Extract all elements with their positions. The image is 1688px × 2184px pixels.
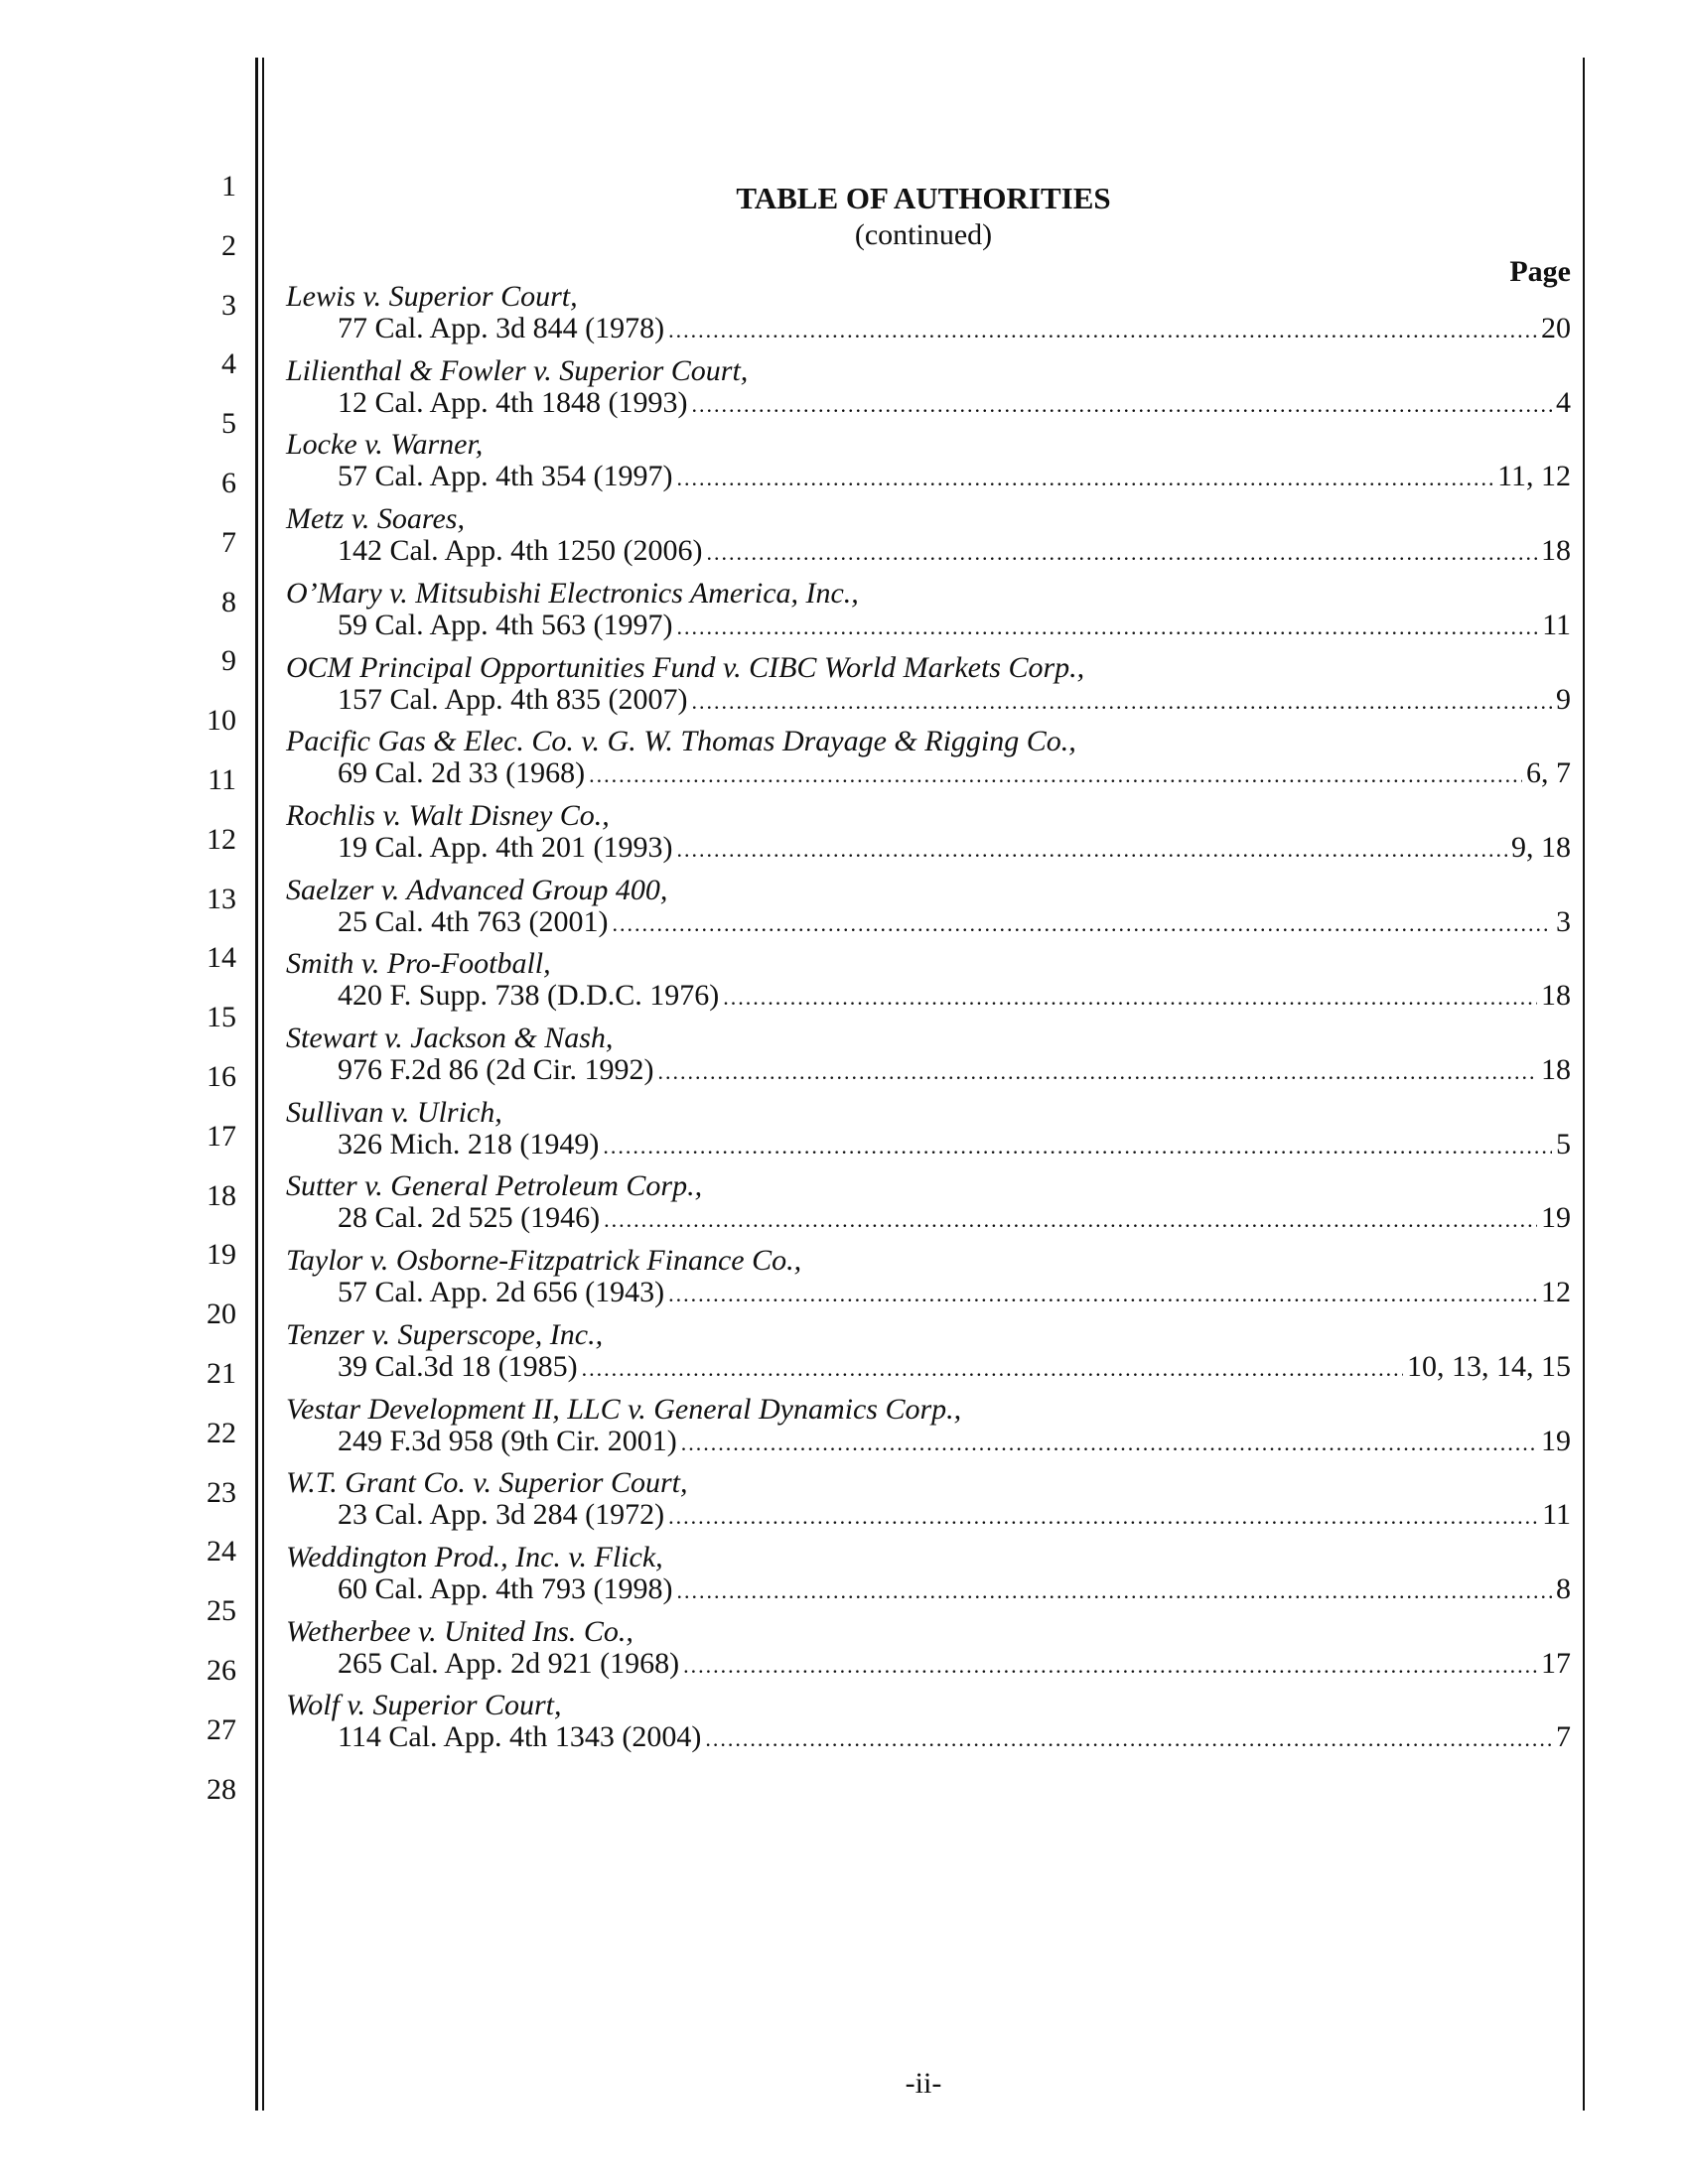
case-name: Saelzer v. Advanced Group 400, — [286, 873, 668, 906]
page-references: 18 — [1541, 1053, 1571, 1086]
line-number: 17 — [207, 1119, 236, 1153]
citation-line — [338, 1573, 1571, 1605]
authority-entry — [286, 1319, 1571, 1383]
authority-entry — [286, 281, 1571, 344]
citation-line — [338, 1648, 1571, 1680]
line-number: 15 — [207, 1001, 236, 1034]
dot-leader — [589, 759, 1522, 791]
citation: 23 Cal. App. 3d 284 (1972) — [338, 1498, 665, 1532]
case-name: W.T. Grant Co. v. Superior Court, — [286, 1466, 688, 1500]
line-number: 9 — [221, 644, 236, 678]
line-number: 19 — [207, 1238, 236, 1272]
case-name: Tenzer v. Superscope, Inc., — [286, 1317, 604, 1351]
dot-leader — [723, 982, 1537, 1014]
dot-leader — [668, 315, 1537, 346]
page-references: 8 — [1556, 1571, 1571, 1605]
line-number: 3 — [221, 288, 236, 322]
case-name: Smith v. Pro-Football, — [286, 947, 551, 981]
line-number: 28 — [207, 1772, 236, 1806]
authority-entry — [286, 1690, 1571, 1753]
page-references: 11 — [1542, 1498, 1571, 1532]
page-title: TABLE OF AUTHORITIES — [736, 181, 1111, 215]
authority-entry — [286, 875, 1571, 938]
dot-leader — [677, 463, 1494, 494]
case-name: Wetherbee v. United Ins. Co., — [286, 1614, 633, 1648]
authority-entry — [286, 1097, 1571, 1160]
citation: 25 Cal. 4th 763 (2001) — [338, 904, 609, 938]
authority-entry — [286, 578, 1571, 641]
line-number: 7 — [221, 525, 236, 559]
page-references: 9, 18 — [1511, 830, 1571, 864]
dot-leader — [612, 908, 1552, 940]
citation: 265 Cal. App. 2d 921 (1968) — [338, 1646, 680, 1680]
citation: 420 F. Supp. 738 (D.D.C. 1976) — [338, 979, 720, 1013]
citation-line — [338, 1351, 1571, 1383]
citation-line — [338, 610, 1571, 641]
authority-entry — [286, 1542, 1571, 1605]
dot-leader — [707, 537, 1538, 569]
dot-leader — [705, 1723, 1552, 1755]
case-name: Locke v. Warner, — [286, 428, 484, 462]
left-margin-rule-inner — [262, 58, 264, 2111]
authority-entry — [286, 1394, 1571, 1457]
citation: 77 Cal. App. 3d 844 (1978) — [338, 312, 665, 344]
citation-line — [338, 980, 1571, 1012]
case-name: Rochlis v. Walt Disney Co., — [286, 798, 610, 832]
page-references: 17 — [1541, 1646, 1571, 1680]
citation-line — [338, 1721, 1571, 1753]
citation-line — [338, 832, 1571, 864]
case-name: Vestar Development II, LLC v. General Dynamics Corp., — [286, 1392, 962, 1426]
line-number: 16 — [207, 1060, 236, 1093]
authority-entry — [286, 429, 1571, 492]
case-name: Stewart v. Jackson & Nash, — [286, 1022, 614, 1054]
page-column-header: Page — [1509, 255, 1571, 288]
line-number: 1 — [221, 170, 236, 203]
case-name: Metz v. Soares, — [286, 502, 465, 536]
citation: 60 Cal. App. 4th 793 (1998) — [338, 1571, 673, 1605]
line-number: 11 — [208, 763, 236, 796]
authority-entry — [286, 1170, 1571, 1234]
citation-line — [338, 1129, 1571, 1160]
dot-leader — [692, 686, 1553, 718]
page-references: 19 — [1541, 1424, 1571, 1457]
line-number: 14 — [207, 941, 236, 975]
dot-leader — [683, 1650, 1537, 1682]
line-number: 22 — [207, 1416, 236, 1449]
line-number: 18 — [207, 1178, 236, 1212]
dot-leader — [677, 834, 1508, 866]
line-number: 12 — [207, 822, 236, 856]
dot-leader — [582, 1353, 1403, 1385]
citation-line — [338, 1277, 1571, 1308]
authority-entry — [286, 355, 1571, 419]
authority-entry — [286, 948, 1571, 1012]
authority-entry — [286, 800, 1571, 864]
line-number: 26 — [207, 1654, 236, 1687]
citation-line — [338, 906, 1571, 938]
citation: 249 F.3d 958 (9th Cir. 2001) — [338, 1424, 677, 1457]
line-number: 6 — [221, 467, 236, 499]
citation-line — [338, 684, 1571, 716]
authority-entry — [286, 1616, 1571, 1680]
line-number: 25 — [207, 1594, 236, 1628]
citation-line — [338, 1426, 1571, 1457]
page-subtitle: (continued) — [854, 218, 993, 251]
citation: 39 Cal.3d 18 (1985) — [338, 1349, 578, 1383]
dot-leader — [668, 1501, 1538, 1533]
dot-leader — [603, 1131, 1552, 1162]
citation: 157 Cal. App. 4th 835 (2007) — [338, 682, 688, 716]
page-references: 18 — [1541, 534, 1571, 568]
dot-leader — [677, 612, 1539, 643]
line-number: 5 — [221, 407, 236, 441]
case-name: Sutter v. General Petroleum Corp., — [286, 1169, 703, 1203]
line-number: 10 — [207, 704, 236, 738]
citation: 12 Cal. App. 4th 1848 (1993) — [338, 385, 688, 419]
right-margin-rule — [1583, 58, 1585, 2111]
page-references: 10, 13, 14, 15 — [1407, 1349, 1571, 1383]
citation-line — [338, 387, 1571, 419]
line-number: 24 — [207, 1535, 236, 1569]
authority-entry — [286, 1023, 1571, 1086]
case-name: Lewis v. Superior Court, — [286, 280, 578, 313]
citation: 114 Cal. App. 4th 1343 (2004) — [338, 1720, 702, 1754]
line-number: 13 — [207, 882, 236, 915]
page-references: 9 — [1556, 682, 1571, 716]
authority-entry — [286, 1467, 1571, 1531]
dot-leader — [681, 1428, 1537, 1459]
case-name: O’Mary v. Mitsubishi Electronics America, Inc., — [286, 576, 859, 610]
citation-line — [338, 535, 1571, 567]
case-name: Wolf v. Superior Court, — [286, 1689, 562, 1722]
case-name: Sullivan v. Ulrich, — [286, 1095, 502, 1129]
dot-leader — [604, 1204, 1537, 1236]
line-number: 20 — [207, 1297, 236, 1331]
dot-leader — [657, 1056, 1537, 1088]
authority-entry — [286, 726, 1571, 789]
line-number: 23 — [207, 1475, 236, 1509]
left-margin-rule — [255, 58, 258, 2111]
line-number: 2 — [221, 228, 236, 262]
authority-entry — [286, 503, 1571, 567]
citation: 976 F.2d 86 (2d Cir. 1992) — [338, 1053, 654, 1086]
case-name: Taylor v. Osborne-Fitzpatrick Finance Co., — [286, 1244, 802, 1278]
page-references: 18 — [1541, 979, 1571, 1013]
line-number: 4 — [221, 347, 236, 381]
citation: 57 Cal. App. 2d 656 (1943) — [338, 1276, 665, 1309]
page-references: 12 — [1541, 1276, 1571, 1309]
citation: 142 Cal. App. 4th 1250 (2006) — [338, 534, 703, 568]
authority-entry — [286, 1245, 1571, 1308]
case-name: Lilienthal & Fowler v. Superior Court, — [286, 353, 749, 387]
page-number-footer: -ii- — [905, 2067, 942, 2100]
citation-line — [338, 1202, 1571, 1234]
citation: 69 Cal. 2d 33 (1968) — [338, 756, 586, 790]
page-references: 7 — [1556, 1720, 1571, 1754]
page-references: 3 — [1556, 904, 1571, 938]
dot-leader — [692, 389, 1553, 421]
citation-line — [338, 757, 1571, 789]
page-references: 11, 12 — [1497, 460, 1571, 493]
page-references: 20 — [1541, 312, 1571, 344]
dot-leader — [668, 1279, 1537, 1310]
citation: 28 Cal. 2d 525 (1946) — [338, 1201, 601, 1235]
citation-line — [338, 1054, 1571, 1086]
case-name: Pacific Gas & Elec. Co. v. G. W. Thomas Drayage & Rigging Co., — [286, 725, 1076, 758]
authority-entry — [286, 652, 1571, 716]
case-name: Weddington Prod., Inc. v. Flick, — [286, 1540, 663, 1573]
citation-line — [338, 313, 1571, 344]
citation: 326 Mich. 218 (1949) — [338, 1127, 600, 1160]
page-references: 19 — [1541, 1201, 1571, 1235]
page-references: 5 — [1556, 1127, 1571, 1160]
page-references: 6, 7 — [1526, 756, 1571, 790]
citation: 59 Cal. App. 4th 563 (1997) — [338, 608, 673, 641]
line-number: 21 — [207, 1357, 236, 1390]
citation-line — [338, 1499, 1571, 1531]
citation: 57 Cal. App. 4th 354 (1997) — [338, 460, 673, 493]
page-references: 4 — [1556, 385, 1571, 419]
citation: 19 Cal. App. 4th 201 (1993) — [338, 830, 673, 864]
line-number: 27 — [207, 1712, 236, 1746]
line-number: 8 — [221, 585, 236, 618]
citation-line — [338, 461, 1571, 492]
dot-leader — [677, 1575, 1553, 1607]
case-name: OCM Principal Opportunities Fund v. CIBC World Markets Corp., — [286, 650, 1085, 684]
page-references: 11 — [1542, 608, 1571, 641]
